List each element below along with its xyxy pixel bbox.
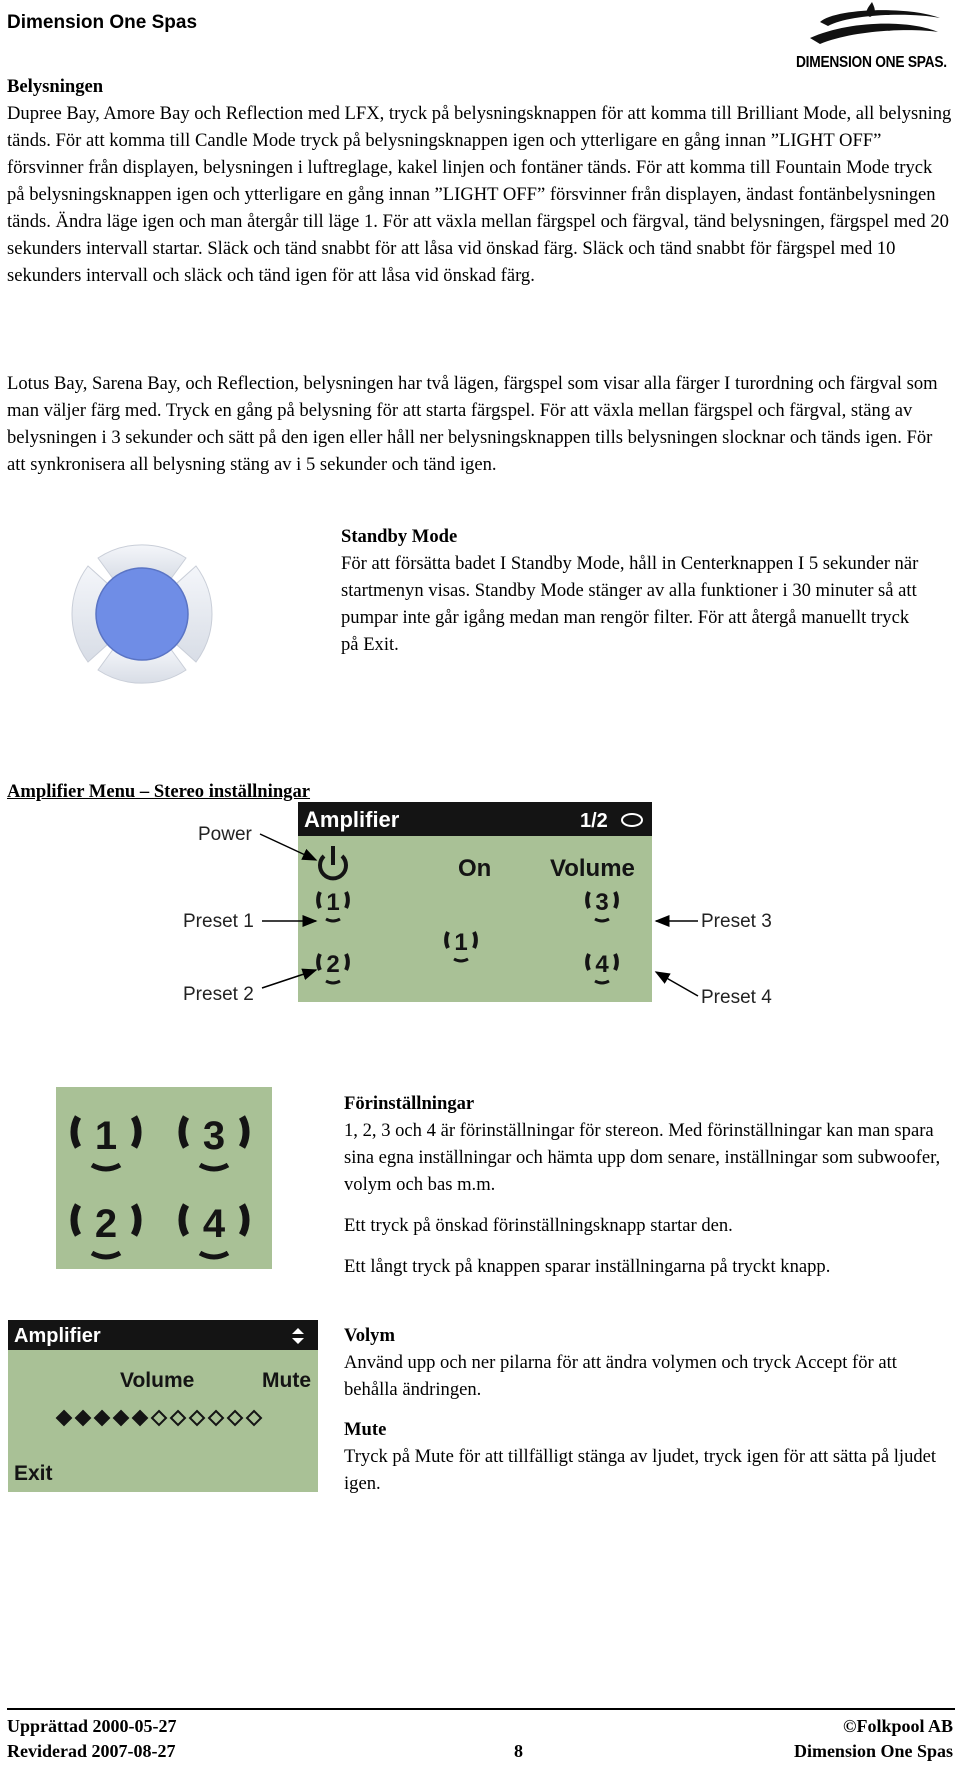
control-pad-icon xyxy=(58,528,226,700)
footer-company: Dimension One Spas xyxy=(793,1741,953,1761)
mute-text: Tryck på Mute för att tillfälligt stänga av ljudet, tryck igen för att sätta på ljudet igen. xyxy=(344,1446,937,1494)
lighting-paragraph-1: Dupree Bay, Amore Bay och Reflection med LFX, tryck på belysningsknappen för att komma till Brilliant Mode, all belysning tänds. För att komma till Candle Mode tryck på belysningsknappen igen och ytterligare en gång innan ”LIGHT OFF” försvinner från displayen, belysningen i luftreglage, kakel linjen och fontäner tänds. För att komma till Fountain Mode tryck på belysningsknappen igen och ytterligare en gång innan ”LIGHT OFF” försvinner från displayen, ändast fontänbelysningen tänds. Ändra läge igen och man återgår till läge 1. För att växla mellan färgspel och färgval, tänd belysningen, färgspel med 20 sekunders intervall startar. Släck och tänd snabbt för att låsa vid önskad färg. Släck och tänd snabbt för färgspel med 10 sekunders intervall och släck och tänd igen för att låsa vid önskad färg. xyxy=(7,103,952,286)
volume-text: Använd upp och ner pilarna för att ändra volymen och tryck Accept för att behålla ändringen. xyxy=(344,1352,897,1400)
footer-created: Upprättad 2000-05-27 xyxy=(7,1716,177,1736)
presets-text-3: Ett långt tryck på knappen sparar inställningarna på tryckt knapp. xyxy=(344,1256,831,1277)
volume-lcd-screen xyxy=(8,1320,318,1492)
presets-heading: Förinställningar xyxy=(344,1093,475,1114)
svg-text:2: 2 xyxy=(94,1202,118,1246)
volume-lcd-mute-label[interactable]: Mute xyxy=(262,1369,311,1392)
mute-heading: Mute xyxy=(344,1419,387,1440)
amplifier-callouts xyxy=(170,820,810,1010)
footer-divider xyxy=(7,1708,955,1710)
volume-lcd-volume-label: Volume xyxy=(120,1369,195,1392)
callout-preset-4: Preset 4 xyxy=(701,987,772,1008)
volume-heading: Volym xyxy=(344,1325,395,1346)
lcd-volume-label[interactable]: Volume xyxy=(550,855,635,882)
svg-text:1: 1 xyxy=(94,1114,118,1158)
standby-text: För att försätta badet I Standby Mode, håll in Centerknappen I 5 sekunder när startmenyn visas. Standby Mode stänger av alla funktioner i 30 minuter så att pumpar inte går igång medan man rengör filter. För att återgå manuellt tryck på Exit. xyxy=(341,553,919,655)
callout-preset-2: Preset 2 xyxy=(183,984,254,1005)
svg-text:4: 4 xyxy=(202,1202,226,1246)
presets-lcd-screen xyxy=(56,1087,272,1269)
presets-text-2: Ett tryck på önskad förinställningsknapp startar den. xyxy=(344,1215,733,1236)
amplifier-heading: Amplifier Menu – Stereo inställningar xyxy=(7,781,311,802)
svg-text:1: 1 xyxy=(326,889,340,916)
lcd-page: 1/2 xyxy=(580,810,608,832)
svg-text:4: 4 xyxy=(595,951,609,978)
header-title: Dimension One Spas xyxy=(7,12,198,33)
footer-page-number: 8 xyxy=(514,1741,523,1761)
svg-text:1: 1 xyxy=(454,929,468,956)
presets-text-1: 1, 2, 3 och 4 är förinställningar för stereon. Med förinställningar kan man spara sina egna inställningar och hämta upp dom senare, inställningar som subwoofer, volym och bas m.m. xyxy=(344,1120,941,1195)
lighting-paragraph-2: Lotus Bay, Sarena Bay, och Reflection, belysningen har två lägen, färgspel som visar alla färger I turordning och färgval som man väljer färg med. Tryck en gång på belysning för att starta färgspel. För att växla mellan färgspel och färgval, stäng av belysningen i 3 sekunder och sätt på den igen eller håll ner belysningsknappen tills belysningen slocknar och tänds igen. För att synkronisera all belysning stäng av i 5 sekunder och tänd igen. xyxy=(7,373,938,475)
lighting-heading: Belysningen xyxy=(7,76,104,97)
callout-power: Power xyxy=(198,824,252,845)
standby-heading: Standby Mode xyxy=(341,526,458,547)
svg-text:2: 2 xyxy=(326,951,340,978)
footer-revised: Reviderad 2007-08-27 xyxy=(7,1741,176,1761)
logo-text: DIMENSION ONE SPAS. xyxy=(796,54,947,71)
svg-text:3: 3 xyxy=(595,889,609,916)
volume-lcd-exit-label[interactable]: Exit xyxy=(14,1462,53,1485)
lcd-on-label[interactable]: On xyxy=(458,855,492,882)
volume-lcd-title: Amplifier xyxy=(14,1325,101,1347)
svg-text:3: 3 xyxy=(202,1114,226,1158)
lcd-title: Amplifier xyxy=(304,807,400,832)
footer-copyright: ©Folkpool AB xyxy=(843,1716,953,1736)
callout-preset-1: Preset 1 xyxy=(183,911,254,932)
callout-preset-3: Preset 3 xyxy=(701,911,772,932)
